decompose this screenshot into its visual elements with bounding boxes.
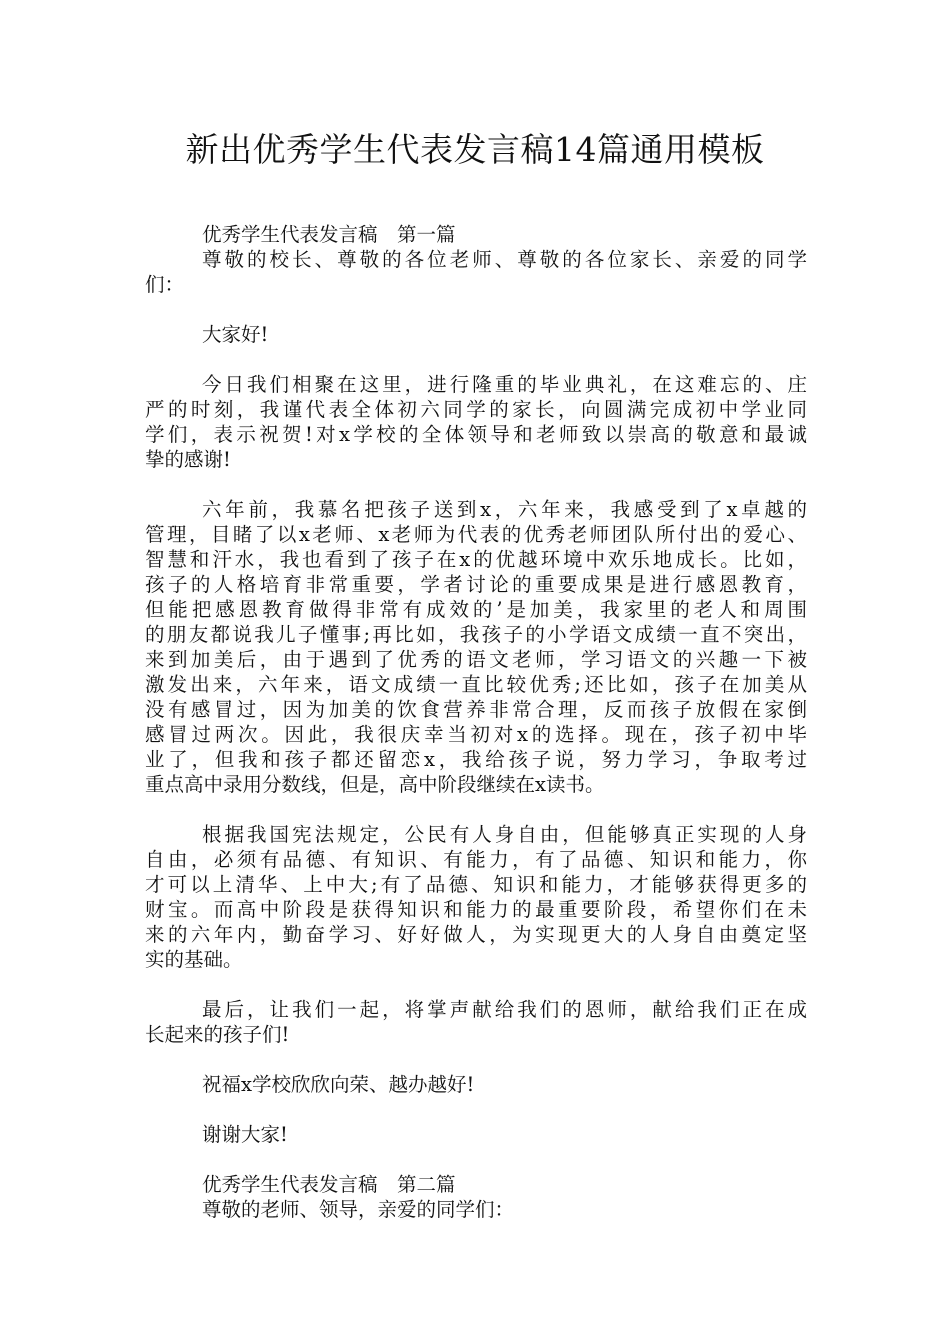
paragraph-line: 根据我国宪法规定，公民有人身自由，但能够真正实现的人身 bbox=[202, 823, 807, 846]
paragraph-line: 重点高中录用分数线，但是，高中阶段继续在x读书。 bbox=[145, 773, 605, 796]
paragraph-line: 学们，表示祝贺!对x学校的全体领导和老师致以崇高的敬意和最诚 bbox=[145, 423, 807, 446]
paragraph-line: 实的基础。 bbox=[145, 948, 243, 971]
paragraph-line: 六年前，我慕名把孩子送到x，六年来，我感受到了x卓越的 bbox=[202, 498, 807, 521]
paragraph-4 bbox=[145, 997, 807, 1047]
paragraph-gap bbox=[145, 1097, 807, 1122]
paragraph-gap bbox=[145, 1047, 807, 1072]
paragraph-line: 激发出来，六年来，语文成绩一直比较优秀;还比如，孩子在加美从 bbox=[145, 673, 807, 696]
document-title: 新出优秀学生代表发言稿14篇通用模板 bbox=[185, 130, 765, 169]
section-heading-2: 优秀学生代表发言稿 第二篇 bbox=[202, 1173, 456, 1196]
paragraph-line: 才可以上清华、上中大;有了品德、知识和能力，才能够获得更多的 bbox=[145, 873, 807, 896]
paragraph-line: 没有感冒过，因为加美的饮食营养非常合理，反而孩子放假在家倒 bbox=[145, 698, 807, 721]
paragraph-line: 今日我们相聚在这里，进行隆重的毕业典礼，在这难忘的、庄 bbox=[202, 373, 807, 396]
paragraph-gap bbox=[145, 347, 807, 372]
paragraph-gap bbox=[145, 1147, 807, 1172]
paragraph-line: 财宝。而高中阶段是获得知识和能力的最重要阶段，希望你们在未 bbox=[145, 898, 807, 921]
section-heading-1: 优秀学生代表发言稿 第一篇 bbox=[202, 223, 456, 246]
section-2-salutation: 尊敬的老师、领导，亲爱的同学们： bbox=[202, 1198, 515, 1221]
salutation-line-2: 们： bbox=[145, 273, 185, 296]
paragraph-line: 孩子的人格培育非常重要，学者讨论的重要成果是进行感恩教育， bbox=[145, 573, 807, 596]
paragraph-3 bbox=[145, 822, 807, 972]
document-body bbox=[145, 222, 807, 1222]
paragraph-gap bbox=[145, 472, 807, 497]
paragraph-2 bbox=[145, 497, 807, 797]
paragraph-line: 来到加美后，由于遇到了优秀的语文老师，学习语文的兴趣一下被 bbox=[145, 648, 807, 671]
paragraph-gap bbox=[145, 972, 807, 997]
blessing-line: 祝福x学校欣欣向荣、越办越好! bbox=[202, 1073, 475, 1096]
paragraph-line: 挚的感谢! bbox=[145, 448, 231, 471]
paragraph-gap bbox=[145, 297, 807, 322]
salutation-line-1: 尊敬的校长、尊敬的各位老师、尊敬的各位家长、亲爱的同学 bbox=[202, 248, 807, 271]
paragraph-1 bbox=[145, 372, 807, 472]
paragraph-line: 感冒过两次。因此，我很庆幸当初对x的选择。现在，孩子初中毕 bbox=[145, 723, 807, 746]
greeting-line: 大家好! bbox=[202, 323, 269, 346]
paragraph-line: 长起来的孩子们! bbox=[145, 1023, 290, 1046]
paragraph-gap bbox=[145, 797, 807, 822]
paragraph-line: 智慧和汗水，我也看到了孩子在x的优越环境中欢乐地成长。比如， bbox=[145, 548, 807, 571]
paragraph-line: 来的六年内，勤奋学习、好好做人，为实现更大的人身自由奠定坚 bbox=[145, 923, 807, 946]
paragraph-line: 管理，目睹了以x老师、x老师为代表的优秀老师团队所付出的爱心、 bbox=[145, 523, 807, 546]
paragraph-line: 的朋友都说我儿子懂事;再比如，我孩子的小学语文成绩一直不突出， bbox=[145, 623, 807, 646]
paragraph-line: 最后，让我们一起，将掌声献给我们的恩师，献给我们正在成 bbox=[202, 998, 807, 1021]
paragraph-line: 但能把感恩教育做得非常有成效的’是加美，我家里的老人和周围 bbox=[145, 598, 807, 621]
thanks-line: 谢谢大家! bbox=[202, 1123, 288, 1146]
paragraph-line: 严的时刻，我谨代表全体初六同学的家长，向圆满完成初中学业同 bbox=[145, 398, 807, 421]
paragraph-line: 业了，但我和孩子都还留恋x，我给孩子说，努力学习，争取考过 bbox=[145, 748, 807, 771]
paragraph-line: 自由，必须有品德、有知识、有能力，有了品德、知识和能力，你 bbox=[145, 848, 807, 871]
